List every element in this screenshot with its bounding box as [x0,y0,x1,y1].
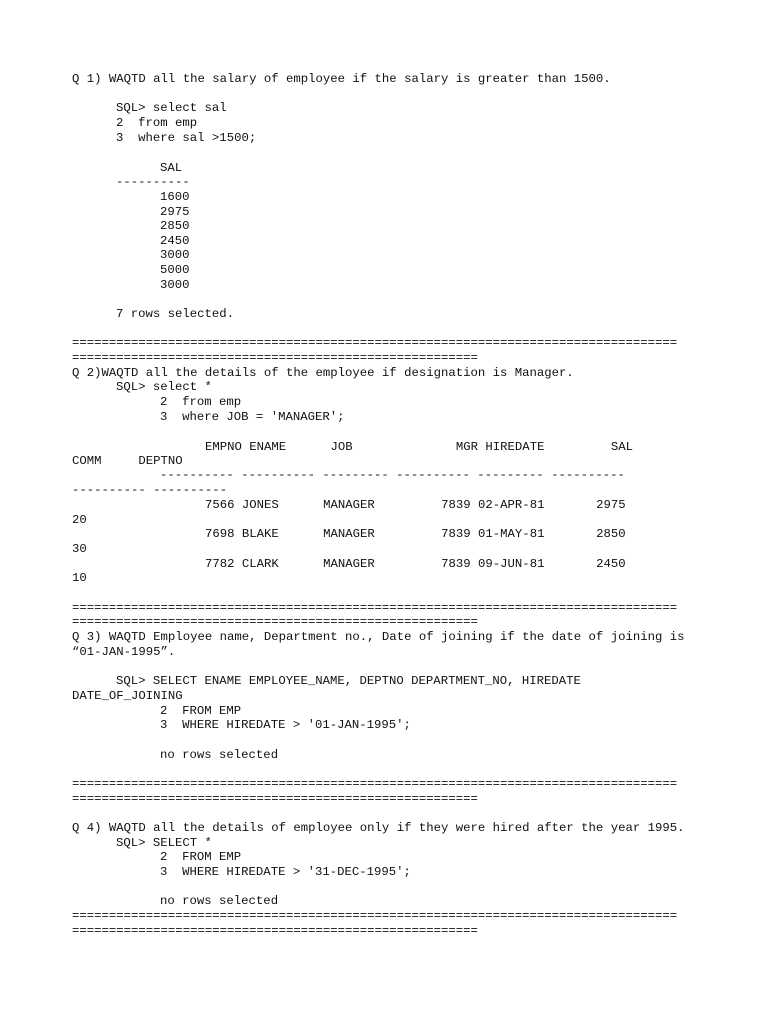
q2-table-header: EMPNO ENAME JOB MGR HIREDATE SAL [205,440,634,454]
q1-result-value: 3000 [160,278,190,292]
q1-result-value: 2975 [160,205,190,219]
q4-question: Q 4) WAQTD all the details of employee only if they were hired after the year 1995. [72,821,685,835]
q1-sql-line-3: 3 where sal >1500; [116,131,257,145]
separator-line: ======================================================= [72,615,478,629]
table-row: 7698 BLAKE MANAGER 7839 01-MAY-81 2850 [205,527,626,541]
q4-sql-line-1: SQL> SELECT * [116,836,212,850]
separator-line: ======================================================= [72,351,478,365]
q3-sql-line-2: 2 FROM EMP [160,704,242,718]
q2-sql-line-1: SQL> select * [116,380,212,394]
q4-result-message: no rows selected [160,894,279,908]
q4-sql-line-3: 3 WHERE HIREDATE > '31-DEC-1995'; [160,865,411,879]
q2-sql-line-3: 3 where JOB = 'MANAGER'; [160,410,345,424]
q1-result-value: 2450 [160,234,190,248]
q1-column-header: SAL [160,161,183,175]
q1-result-value: 5000 [160,263,190,277]
q1-result-value: 2850 [160,219,190,233]
q1-result-value: 3000 [160,248,190,262]
separator-line: ================================================================================== [72,601,678,615]
q1-column-underline: ---------- [116,175,190,189]
table-row: 7566 JONES MANAGER 7839 02-APR-81 2975 [205,498,626,512]
q2-sql-line-2: 2 from emp [160,395,242,409]
table-row: 7782 CLARK MANAGER 7839 09-JUN-81 2450 [205,557,626,571]
q1-sql-line-2: 2 from emp [116,116,198,130]
q2-table-dashes-wrap: ---------- ---------- [72,483,227,497]
q1-sql-line-1: SQL> select sal [116,101,227,115]
table-row-wrap: 30 [72,542,87,556]
table-row-wrap: 20 [72,513,87,527]
q2-question: Q 2)WAQTD all the details of the employee if designation is Manager. [72,366,574,380]
q3-sql-line-1: SQL> SELECT ENAME EMPLOYEE_NAME, DEPTNO DEPARTMENT_NO, HIREDATE [116,674,581,688]
q3-question: Q 3) WAQTD Employee name, Department no., Date of joining if the date of joining is [72,630,685,644]
table-row-wrap: 10 [72,571,87,585]
q1-result-value: 1600 [160,190,190,204]
q4-sql-line-2: 2 FROM EMP [160,850,242,864]
q3-sql-line-3: 3 WHERE HIREDATE > '01-JAN-1995'; [160,718,411,732]
q1-rows-message: 7 rows selected. [116,307,235,321]
separator-line: ================================================================================== [72,336,678,350]
separator-line: ================================================================================== [72,909,678,923]
q3-result-message: no rows selected [160,748,279,762]
q3-question-wrap: “01-JAN-1995”. [72,645,176,659]
separator-line: ================================================================================== [72,777,678,791]
q3-sql-line-1-wrap: DATE_OF_JOINING [72,689,183,703]
separator-line: ======================================================= [72,924,478,938]
separator-line: ======================================================= [72,792,478,806]
q2-table-dashes: ---------- ---------- --------- ---------- --------- ---------- [160,468,625,482]
q2-table-header-wrap: COMM DEPTNO [72,454,183,468]
q1-question: Q 1) WAQTD all the salary of employee if the salary is greater than 1500. [72,72,611,86]
